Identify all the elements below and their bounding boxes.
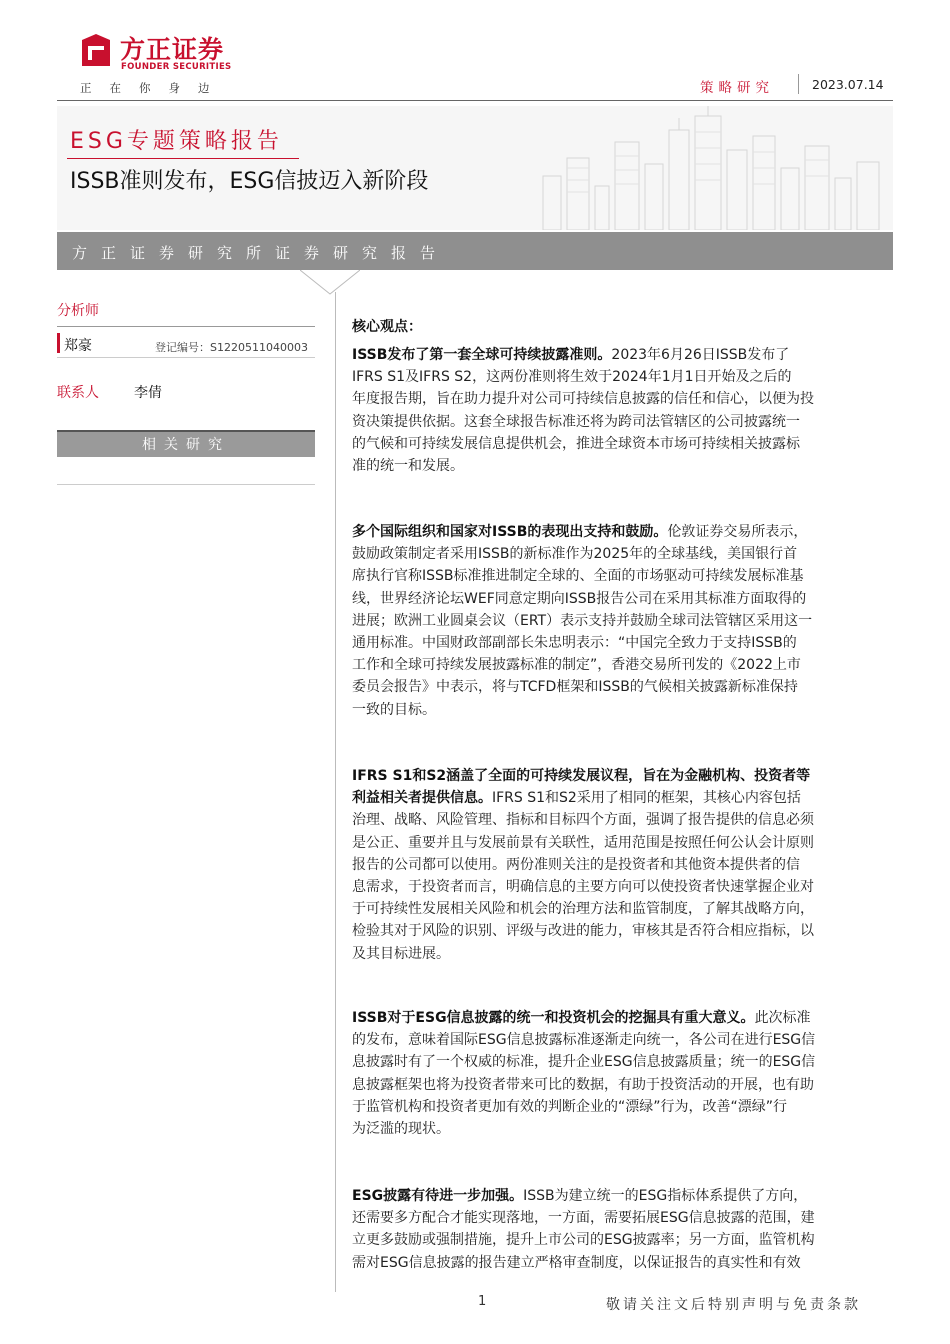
paragraph-line: 2023年6月26日ISSB发布了	[611, 347, 790, 363]
paragraph-ifrs-scope	[352, 765, 814, 965]
header-rule	[57, 100, 893, 101]
paragraph-line: 工作和全球可持续发展披露标准的制定”，香港交易所刊发的《2022上市	[352, 657, 801, 674]
core-views-title: 核心观点：	[352, 319, 422, 335]
paragraph-esg-disclosure	[352, 1185, 815, 1274]
paragraph-line: 进展；欧洲工业圆桌会议（ERT）表示支持并鼓励全球司法管辖区采用这一	[352, 612, 813, 629]
band-notch	[300, 270, 360, 296]
report-type-underline	[67, 158, 299, 159]
analyst-rule	[57, 326, 315, 327]
paragraph-line: 线，世界经济论坛WEF同意定期向ISSB报告公司在采用其标准方面取得的	[352, 590, 807, 607]
paragraph-lead: IFRS S1和S2涵盖了全面的可持续发展议程，旨在为金融机构、投资者等	[352, 768, 811, 784]
paragraph-line: 于监管机构和投资者更加有效的判断企业的“漂绿”行为，改善“漂绿”行	[352, 1098, 788, 1115]
analyst-registration: 登记编号：S1220511040003	[155, 341, 308, 354]
paragraph-line: 还需要多方配合才能实现落地，一方面，需要拓展ESG信息披露的范围，建	[352, 1210, 815, 1227]
paragraph-line: 立更多鼓励或强制措施，提升上市公司的ESG披露率；另一方面，监管机构	[352, 1232, 815, 1249]
report-date: 2023.07.14	[812, 77, 884, 92]
paragraph-line: 此次标准	[754, 1010, 811, 1026]
analyst-name: 郑豪	[64, 338, 92, 354]
city-skyline-illustration	[533, 106, 893, 230]
paragraph-line: 委员会报告》中表示，将与TCFD框架和ISSB的气候相关披露新标准保持	[352, 679, 798, 696]
paragraph-line: 一致的目标。	[352, 701, 436, 718]
paragraph-line: 是公正、重要并且与发展前景有关联性，适用范围是按照任何公认会计原则	[352, 834, 814, 851]
contact-name: 李倩	[134, 385, 162, 401]
paragraph-line: IFRS S1及IFRS S2，这两份准则将生效于2024年1月1日开始及之后的	[352, 369, 792, 386]
brand-name-cn: 方正证券	[120, 35, 225, 64]
brand-slogan: 正在你身边	[80, 81, 228, 95]
paragraph-line: 伦敦证券交易所表示，	[667, 524, 808, 540]
paragraph-line: 息披露框架也将为投资者带来可比的数据，有助于投资活动的开展，也有助	[352, 1076, 814, 1093]
paragraph-line: 鼓励政策制定者采用ISSB的新标准作为2025年的全球基线，美国银行首	[352, 546, 798, 563]
disclaimer-note: 敬请关注文后特别声明与免责条款	[606, 1297, 861, 1313]
related-research-rule	[57, 484, 315, 485]
paragraph-lead: ISSB对于ESG信息披露的统一和投资机会的挖掘具有重大意义。	[352, 1010, 755, 1026]
paragraph-lead: ISSB发布了第一套全球可持续披露准则。	[352, 347, 612, 363]
report-category: 策略研究	[700, 80, 774, 96]
paragraph-lead: 利益相关者提供信息。	[352, 790, 492, 807]
paragraph-line: 治理、战略、风险管理、指标和目标四个方面，强调了报告提供的信息必须	[352, 812, 814, 829]
column-divider	[335, 292, 336, 1292]
paragraph-line: 席执行官称ISSB标准推进制定全球的、全面的市场驱动可持续发展标准基	[352, 568, 804, 585]
paragraph-line: 检验其对于风险的识别、评级与改进的能力，审核其是否符合相应指标，以	[352, 923, 814, 940]
paragraph-international-support	[352, 521, 812, 721]
brand-name-en: FOUNDER SECURITIES	[121, 62, 232, 72]
institute-label: 方正证券研究所证券研究报告	[72, 244, 450, 262]
paragraph-line: 于可持续性发展相关风险和机会的治理方法和监管制度，了解其战略方向，	[352, 901, 814, 918]
analyst-rule-bottom	[57, 357, 315, 358]
paragraph-line: 报告的公司都可以使用。两份准则关注的是投资者和其他资本提供者的信	[352, 856, 800, 873]
page-number: 1	[478, 1294, 487, 1309]
paragraph-lead: 多个国际组织和国家对ISSB的表现出支持和鼓励。	[352, 524, 668, 540]
report-type-title: ESG专题策略报告	[70, 129, 283, 154]
paragraph-issb-significance	[352, 1007, 815, 1140]
paragraph-issb-release	[352, 344, 814, 477]
contact-label: 联系人	[57, 385, 99, 401]
paragraph-line: 为泛滥的现状。	[352, 1121, 450, 1138]
paragraph-line: 准的统一和发展。	[352, 458, 464, 475]
paragraph-line: ISSB为建立统一的ESG指标体系提供了方向，	[523, 1188, 808, 1204]
paragraph-line: 需对ESG信息披露的报告建立严格审查制度，以保证报告的真实性和有效	[352, 1254, 801, 1271]
report-title: ISSB准则发布，ESG信披迈入新阶段	[70, 169, 429, 194]
paragraph-lead: ESG披露有待进一步加强。	[352, 1188, 524, 1204]
paragraph-line: 的气候和可持续发展信息提供机会，推进全球资本市场可持续相关披露标	[352, 435, 800, 452]
paragraph-line: 通用标准。中国财政部副部长朱忠明表示：“中国完全致力于支持ISSB的	[352, 635, 797, 652]
paragraph-line: 息披露时有了一个权威的标准，提升企业ESG信息披露质量；统一的ESG信	[352, 1054, 816, 1071]
paragraph-line: 年度报告期，旨在助力提升对公司可持续信息披露的信任和信心，以便为投	[352, 391, 814, 408]
related-research-label: 相关研究	[142, 437, 230, 453]
analyst-marker	[57, 333, 60, 353]
paragraph-line: 息需求，于投资者而言，明确信息的主要方向可以使投资者快速掌握企业对	[352, 879, 814, 896]
header-separator	[798, 74, 799, 94]
paragraph-line: 及其目标进展。	[352, 945, 450, 962]
paragraph-line: IFRS S1和S2采用了相同的框架，其核心内容包括	[492, 790, 801, 807]
analyst-label: 分析师	[57, 303, 99, 319]
founder-logo-icon	[78, 32, 114, 70]
paragraph-line: 资决策提供依据。这套全球报告标准还将为跨司法管辖区的公司披露统一	[352, 413, 800, 430]
paragraph-line: 的发布，意味着国际ESG信息披露标准逐渐走向统一，各公司在进行ESG信	[352, 1032, 816, 1049]
